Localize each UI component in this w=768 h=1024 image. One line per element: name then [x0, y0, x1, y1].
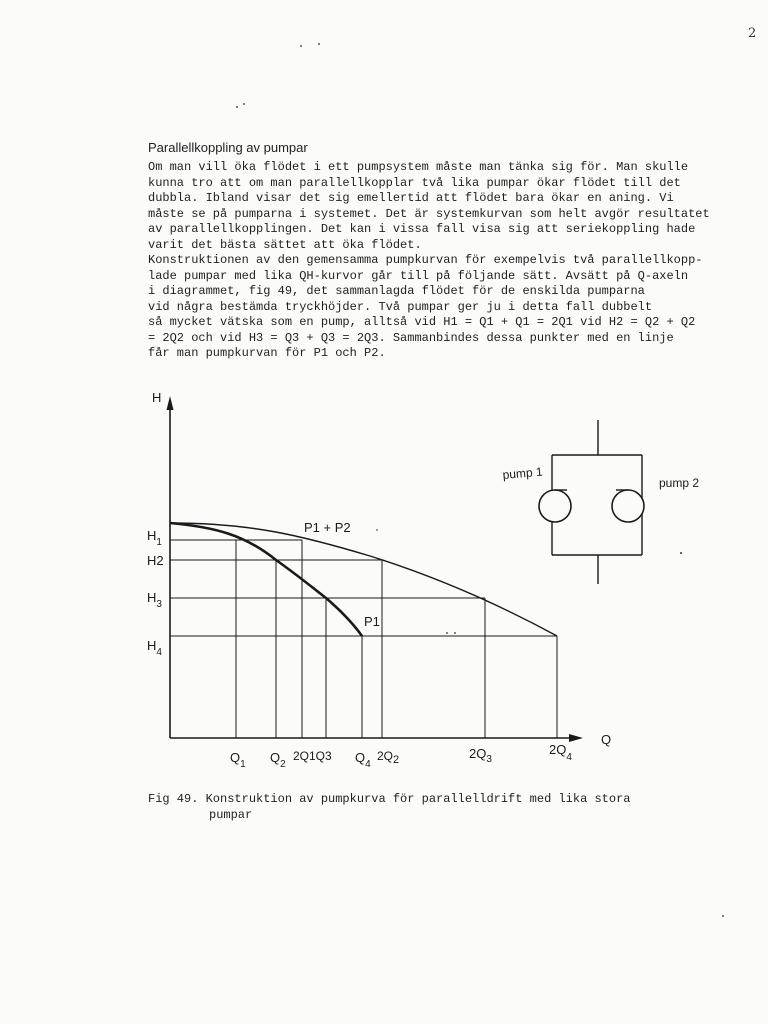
- scan-speck: [236, 106, 238, 108]
- 2q2-label: 2Q2: [377, 749, 400, 766]
- curve-p1-p2-label: P1 + P2: [304, 520, 351, 535]
- curve-p1-label: P1: [364, 614, 380, 629]
- body-line: Konstruktionen av den gemensamma pumpkurvan för exempelvis två parallellkopp-: [148, 253, 703, 267]
- body-line: måste se på pumparna i systemet. Det är systemkurvan som helt avgör resultatet: [148, 206, 710, 221]
- body-line: varit det bästa sättet att öka flödet.: [148, 237, 422, 252]
- body-line: Om man vill öka flödet i ett pumpsystem måste man tänka sig för. Man skulle: [148, 160, 689, 174]
- 2q1q3-label: 2Q1Q3: [293, 749, 332, 763]
- body-line: av parallellkopplingen. Det kan i vissa fall visa sig att seriekoppling hade: [148, 222, 696, 236]
- pump1-label: pump 1: [502, 464, 544, 482]
- h-axis-arrowhead: [167, 396, 174, 410]
- pump2-symbol: [612, 490, 644, 522]
- h2-label: H2: [147, 553, 164, 568]
- h4-label: $H_4$: [147, 638, 162, 658]
- q1-label: $Q_1$: [230, 750, 246, 770]
- scan-speck: [243, 103, 245, 105]
- body-line: i diagrammet, fig 49, det sammanlagda flödet för de enskilda pumparna: [148, 284, 645, 298]
- body-line: så mycket vätska som en pump, alltså vid H1 = Q1 + Q1 = 2Q1 vid H2 = Q2 + Q2: [148, 315, 696, 329]
- pump1-symbol: [539, 490, 571, 522]
- h-axis-label: H: [152, 390, 162, 405]
- h3-label: $H_3$: [147, 590, 162, 610]
- 2q4-label: $2Q_4$: [549, 742, 572, 763]
- page-number: 2: [748, 26, 757, 41]
- scan-speck: [446, 632, 448, 634]
- q-axis-arrowhead: [569, 734, 583, 742]
- body-line: kunna tro att om man parallellkopplar två lika pumpar ökar flödet till det: [148, 175, 681, 190]
- scan-speck: [376, 529, 378, 531]
- body-line: = 2Q2 och vid H3 = Q3 + Q3 = 2Q3. Sammanbindes dessa punkter med en linje: [148, 330, 674, 345]
- scan-speck: [680, 552, 682, 554]
- q4-label: $Q_4$: [355, 750, 371, 770]
- section-heading: Parallellkoppling av pumpar: [148, 140, 308, 155]
- body-line: vid några bestämda tryckhöjder. Två pumpar ger ju i detta fall dubbelt: [148, 299, 653, 314]
- caption-line: pumpar: [209, 808, 253, 822]
- pump2-label: pump 2: [659, 476, 700, 490]
- q-axis-label: Q: [601, 732, 612, 747]
- 2q3-label: $2Q_3$: [469, 746, 492, 765]
- scan-speck: [300, 45, 302, 47]
- scan-speck: [454, 632, 456, 634]
- scan-speck: [318, 43, 320, 45]
- body-line: får man pumpkurvan för P1 och P2.: [148, 346, 386, 360]
- figure-caption: [148, 791, 708, 823]
- scan-speck: [722, 915, 724, 917]
- h1-label: $H_1$: [147, 528, 162, 548]
- body-line: dubbla. Ibland visar det sig emellertid att flödet bara ökar en aning. Vi: [148, 191, 674, 205]
- body-line: lade pumpar med lika QH-kurvor går till på följande sätt. Avsätt på Q-axeln: [148, 268, 689, 283]
- caption-line: Fig 49. Konstruktion av pumpkurva för parallelldrift med lika stora: [148, 792, 631, 806]
- q2-label: $Q_2$: [270, 750, 286, 770]
